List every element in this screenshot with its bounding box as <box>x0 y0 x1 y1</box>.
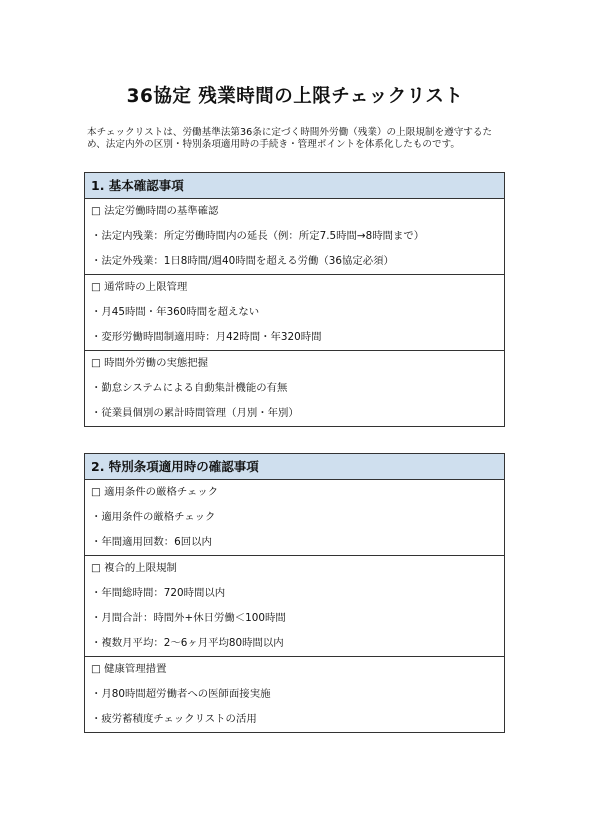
checklist-item: ・複数月平均：2～6ヶ月平均80時間以内 <box>91 637 284 649</box>
checklist-item: ・年間適用回数：6回以内 <box>91 536 212 548</box>
section-basic-checks <box>84 172 505 427</box>
checklist-group-title[interactable]: □ 法定労働時間の基準確認 <box>91 205 219 217</box>
checklist-item: ・疲労蓄積度チェックリストの活用 <box>91 713 257 725</box>
checklist-group-title[interactable]: □ 時間外労働の実態把握 <box>91 357 209 369</box>
checklist-group <box>85 351 504 426</box>
checklist-item: ・月間合計：時間外+休日労働＜100時間 <box>91 612 286 624</box>
checklist-item: ・月80時間超労働者への医師面接実施 <box>91 688 271 700</box>
section-special-clause-checks <box>84 453 505 733</box>
checklist-item: ・月45時間・年360時間を超えない <box>91 306 260 318</box>
checklist-item: ・従業員個別の累計時間管理（月別・年別） <box>91 407 299 419</box>
section-header: 2. 特別条項適用時の確認事項 <box>85 454 504 480</box>
checklist-group <box>85 480 504 556</box>
checklist-item: ・法定内残業：所定労働時間内の延長（例：所定7.5時間→8時間まで） <box>91 230 425 242</box>
checklist-group-title[interactable]: □ 複合的上限規制 <box>91 562 177 574</box>
checklist-group <box>85 275 504 351</box>
checklist-group <box>85 556 504 657</box>
checklist-group <box>85 657 504 732</box>
checklist-group-title[interactable]: □ 適用条件の厳格チェック <box>91 486 219 498</box>
checklist-group <box>85 199 504 275</box>
section-header: 1. 基本確認事項 <box>85 173 504 199</box>
checklist-item: ・適用条件の厳格チェック <box>91 511 216 523</box>
checklist-item: ・年間総時間：720時間以内 <box>91 587 226 599</box>
intro-paragraph: 本チェックリストは、労働基準法第36条に定づく時間外労働（残業）の上限規制を遵守するため、法定内外の区別・特別条項適用時の手続き・管理ポイントを体系化したものです。 <box>87 127 493 151</box>
checklist-group-title[interactable]: □ 健康管理措置 <box>91 663 167 675</box>
checklist-item: ・勤怠システムによる自動集計機能の有無 <box>91 382 288 394</box>
checklist-group-title[interactable]: □ 通常時の上限管理 <box>91 281 188 293</box>
checklist-item: ・変形労働時間制適用時：月42時間・年320時間 <box>91 331 322 343</box>
document-title: 36協定 残業時間の上限チェックリスト <box>126 86 464 107</box>
checklist-item: ・法定外残業：1日8時間/週40時間を超える労働（36協定必須） <box>91 255 394 267</box>
